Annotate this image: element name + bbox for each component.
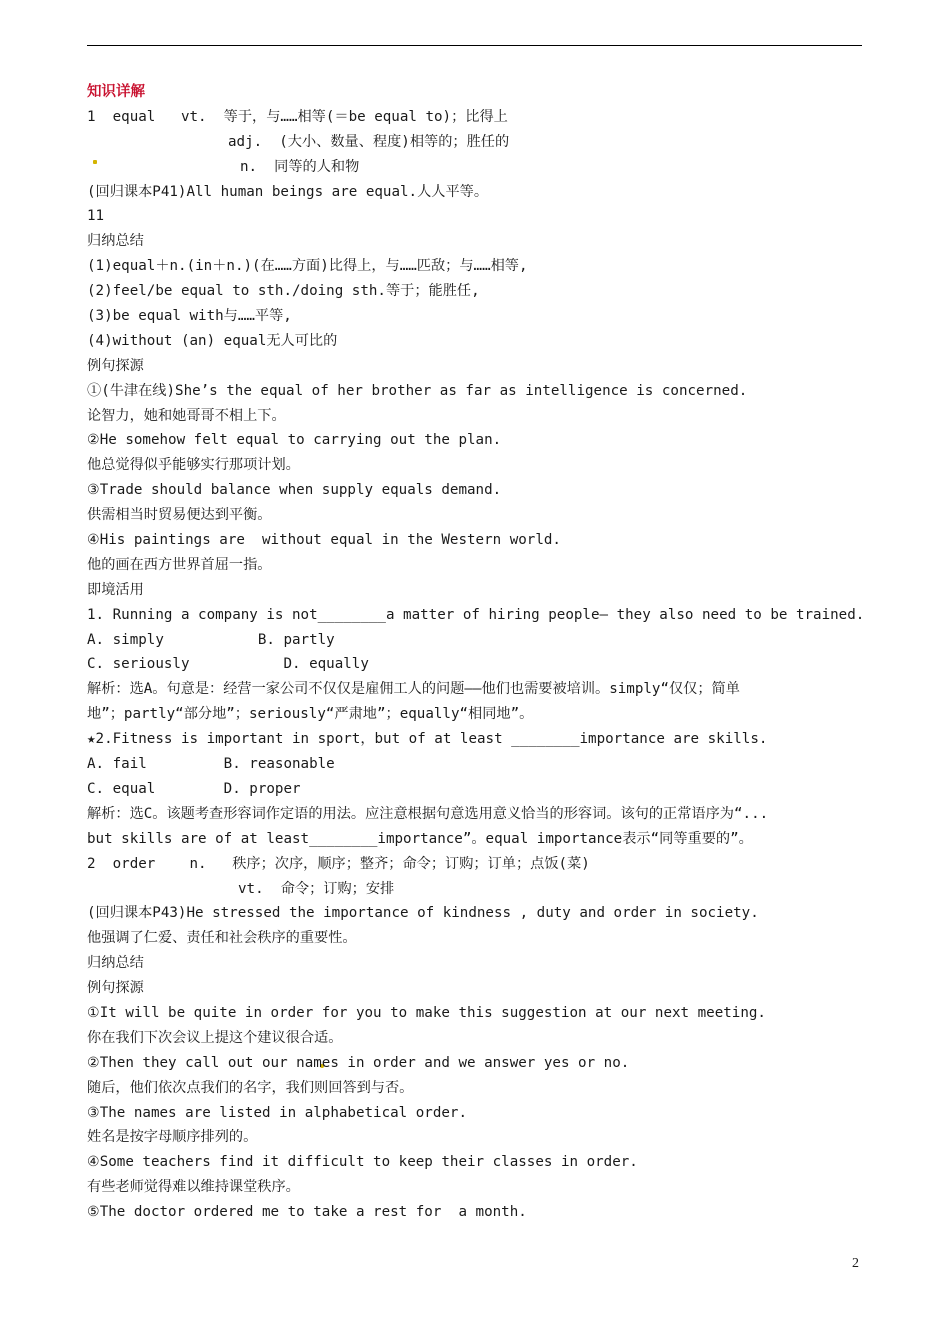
example-sentence: ④His paintings are without equal in the Western world. xyxy=(87,532,561,549)
section-heading: 知识详解 xyxy=(87,84,145,100)
textbook-example: (回归课本P41)All human beings are equal.人人平等。 xyxy=(87,183,489,200)
example-sentence: ①(牛津在线)She’s the equal of her brother as far as intelligence is concerned. xyxy=(87,382,748,399)
summary-item: (2)feel/be equal to sth./doing sth.等于；能胜任, xyxy=(87,283,480,300)
example-translation: 他强调了仁爱、责任和社会秩序的重要性。 xyxy=(87,930,357,947)
example-sentence: ②He somehow felt equal to carrying out the plan. xyxy=(87,432,502,449)
question-2-analysis: 解析：选C。该题考查形容词作定语的用法。应注意根据句意选用意义恰当的形容词。该句的正常语序为“... xyxy=(87,805,769,822)
example-sentence: ①It will be quite in order for you to make this suggestion at our next meeting. xyxy=(87,1004,766,1021)
example-translation: 供需相当时贸易便达到平衡。 xyxy=(87,507,272,524)
examples-heading: 例句探源 xyxy=(87,357,144,374)
entry-order-n: 2 order n. 秩序；次序，顺序；整齐；命令；订购；订单；点饭(菜) xyxy=(87,855,590,872)
entry-order-vt: vt. 命令；订购；安排 xyxy=(238,880,395,897)
example-sentence: ②Then they call out our names in order and we answer yes or no. xyxy=(87,1054,630,1071)
practice-heading: 即境活用 xyxy=(87,581,144,598)
example-translation: 你在我们下次会议上提这个建议很合适。 xyxy=(87,1029,343,1046)
text-line: 11 xyxy=(87,208,105,225)
example-sentence: ④Some teachers find it difficult to keep their classes in order. xyxy=(87,1154,638,1171)
example-translation: 论智力，她和她哥哥不相上下。 xyxy=(87,407,286,424)
question-2-analysis: but skills are of at least________importance”。equal importance表示“同等重要的”。 xyxy=(87,830,753,847)
document-body xyxy=(87,80,877,1225)
example-sentence: ③The names are listed in alphabetical order. xyxy=(87,1104,468,1121)
example-translation: 他的画在西方世界首屈一指。 xyxy=(87,556,272,573)
example-sentence: ⑤The doctor ordered me to take a rest for a month. xyxy=(87,1204,527,1221)
examples-heading: 例句探源 xyxy=(87,980,144,997)
question-2-options: C. equal D. proper xyxy=(87,780,301,797)
summary-item: (1)equal＋n.(in＋n.)(在……方面)比得上，与……匹敌；与……相等, xyxy=(87,258,528,275)
summary-item: (4)without (an) equal无人可比的 xyxy=(87,332,338,349)
textbook-example: (回归课本P43)He stressed the importance of kindness , duty and order in society. xyxy=(87,905,759,922)
question-1-analysis: 地”；partly“部分地”；seriously“严肃地”；equally“相同地”。 xyxy=(87,706,534,723)
example-translation: 有些老师觉得难以维持课堂秩序。 xyxy=(87,1179,300,1196)
question-1: 1. Running a company is not________a matter of hiring people— they also need to be trained. xyxy=(87,606,865,623)
summary-heading: 归纳总结 xyxy=(87,955,144,972)
question-2: ★2.Fitness is important in sport，but of at least ________importance are skills. xyxy=(87,731,768,748)
example-translation: 姓名是按字母顺序排列的。 xyxy=(87,1129,258,1146)
question-2-options: A. fail B. reasonable xyxy=(87,756,335,773)
example-translation: 他总觉得似乎能够实行那项计划。 xyxy=(87,457,300,474)
entry-equal-vt: 1 equal vt. 等于，与……相等(＝be equal to)；比得上 xyxy=(87,108,508,125)
summary-item: (3)be equal with与……平等, xyxy=(87,308,292,325)
entry-equal-adj: adj. (大小、数量、程度)相等的；胜任的 xyxy=(228,133,510,150)
summary-heading: 归纳总结 xyxy=(87,233,144,250)
question-1-analysis: 解析：选A。句意是：经营一家公司不仅仅是雇佣工人的问题——他们也需要被培训。simply“仅仅；简单 xyxy=(87,681,740,698)
page-number: 2 xyxy=(852,1256,859,1271)
question-1-options: A. simply B. partly xyxy=(87,631,335,648)
entry-equal-n: n. 同等的人和物 xyxy=(240,158,360,175)
header-rule xyxy=(87,45,862,46)
example-sentence: ③Trade should balance when supply equals demand. xyxy=(87,482,502,499)
example-translation: 随后，他们依次点我们的名字，我们则回答到与否。 xyxy=(87,1079,414,1096)
question-1-options: C. seriously D. equally xyxy=(87,656,369,673)
